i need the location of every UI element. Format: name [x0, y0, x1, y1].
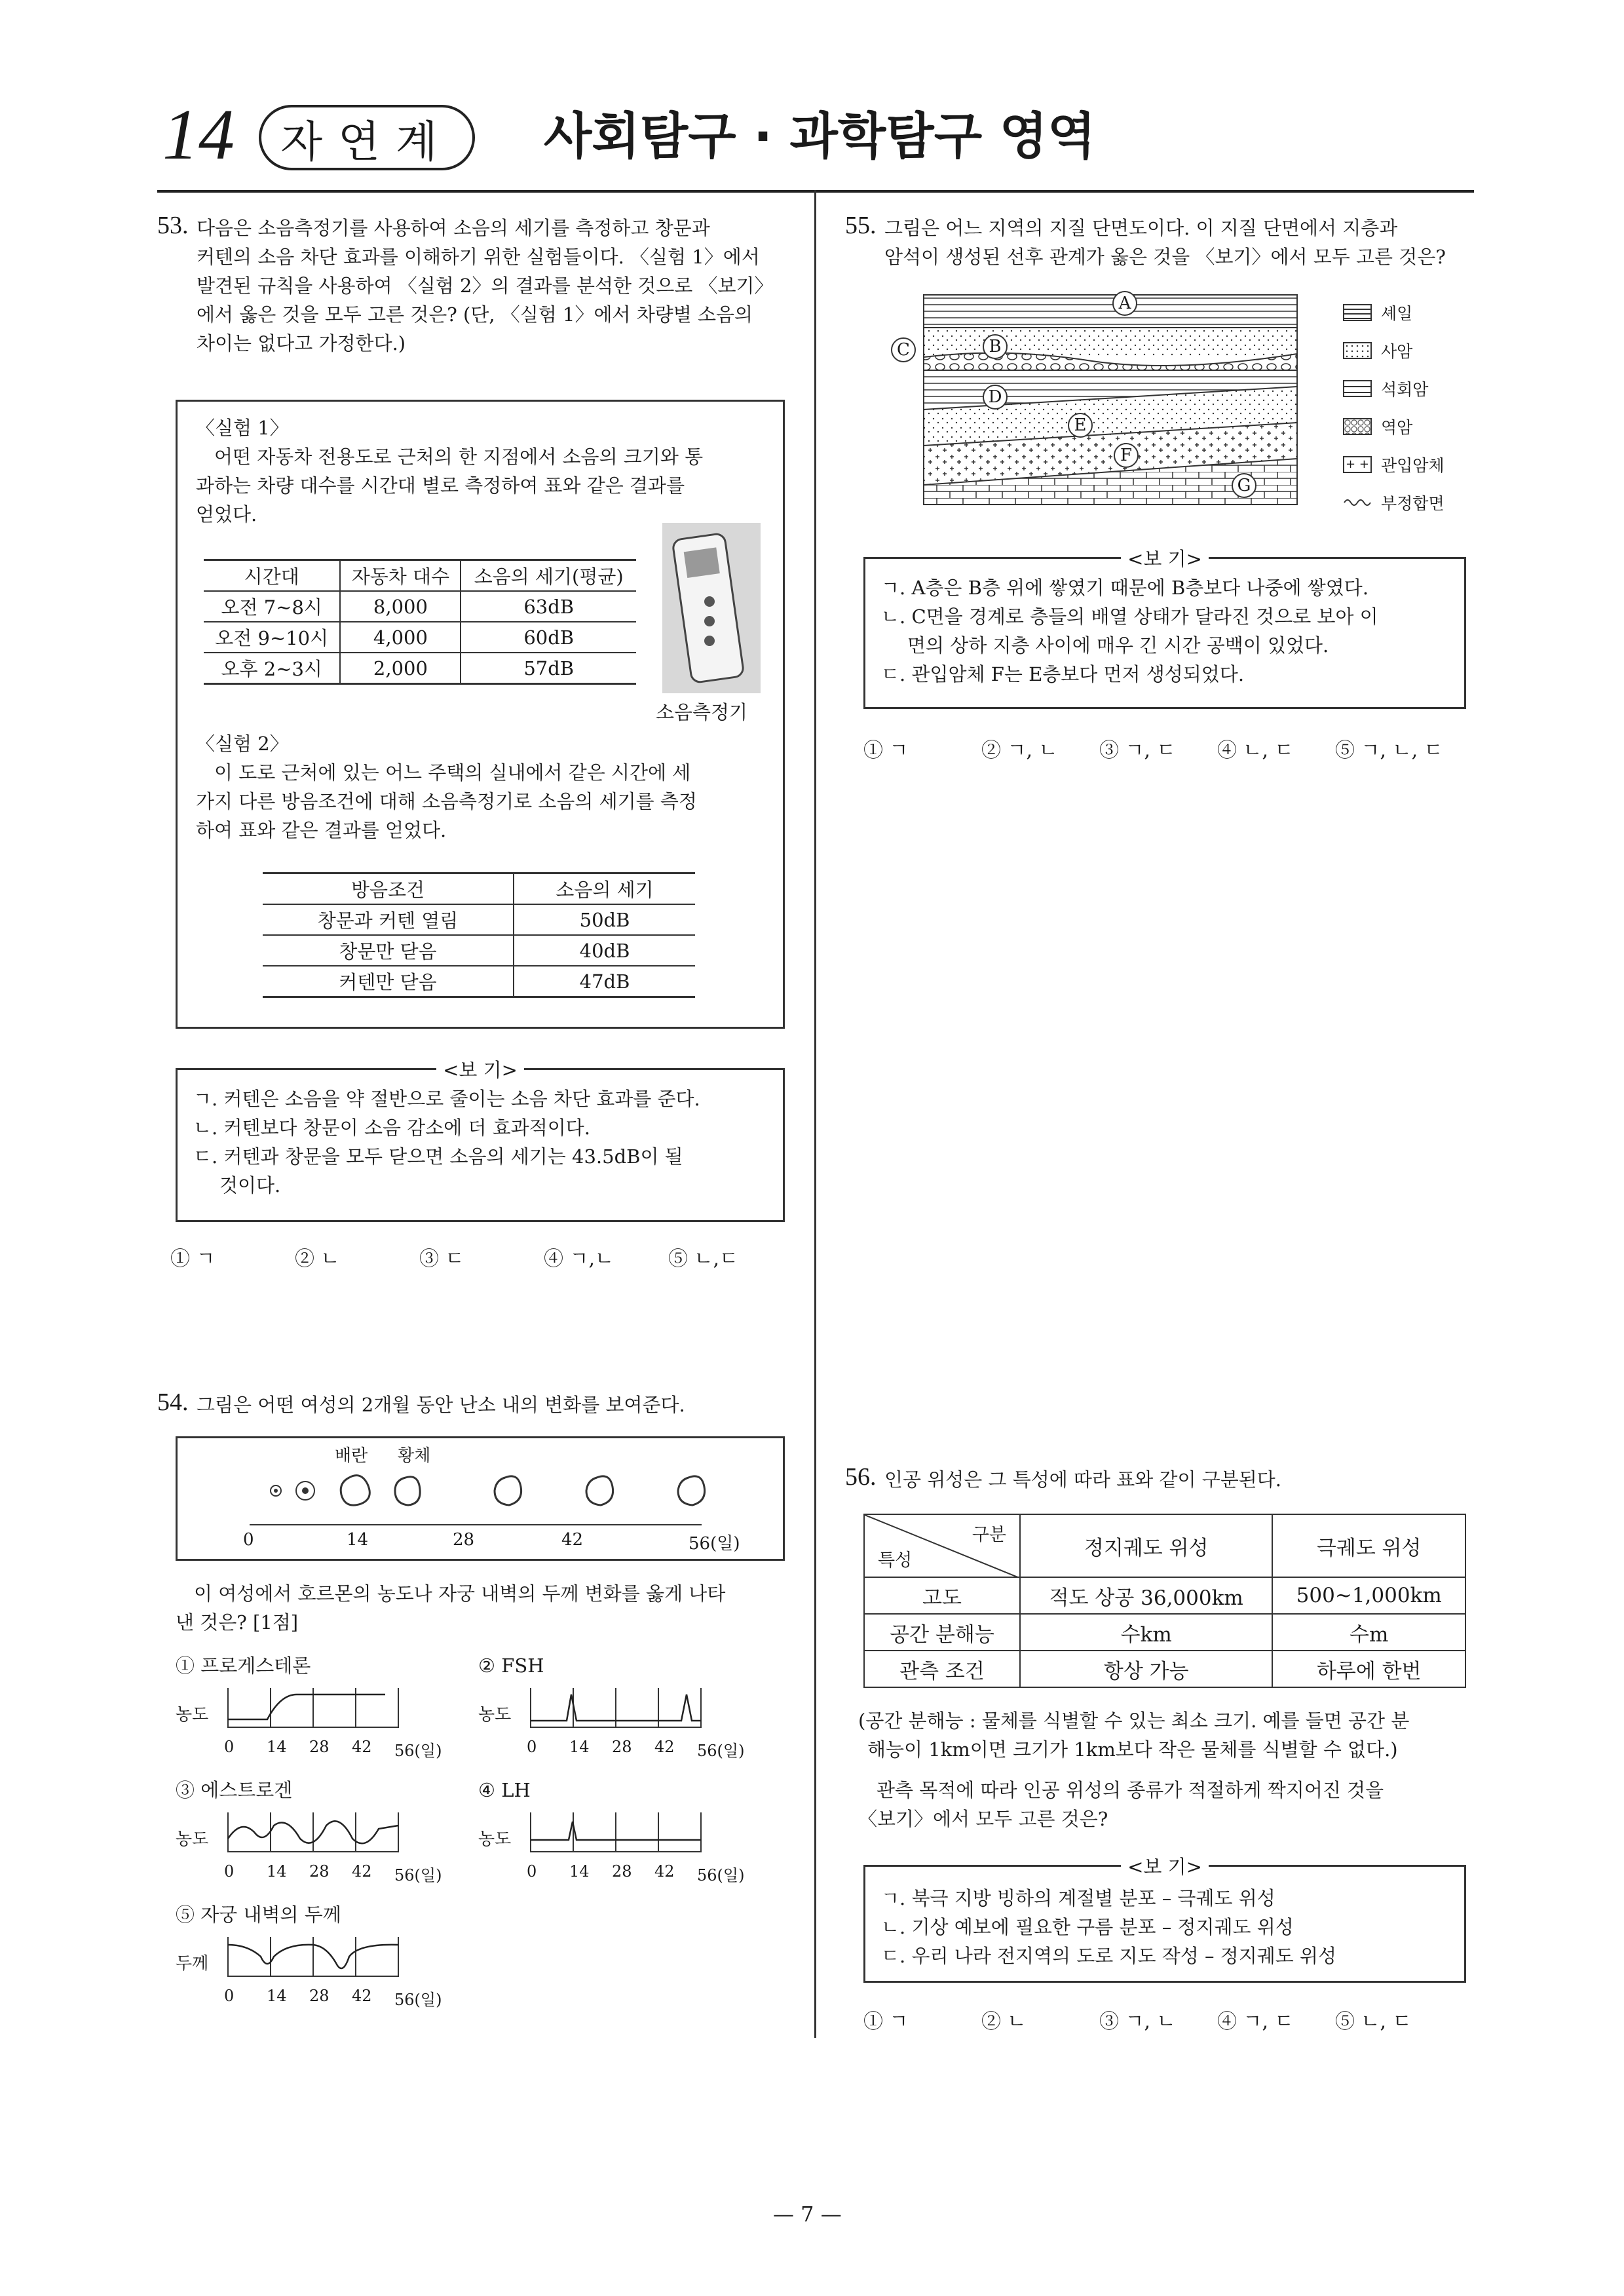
y-axis-label: 농도	[478, 1829, 512, 1849]
exp1-title: 〈실험 1〉	[196, 417, 289, 439]
tick-label: 56(일)	[394, 1866, 442, 1885]
choice-5[interactable]: ⑤ ㄴ,ㄷ	[668, 1248, 739, 1271]
tick-label: 28	[309, 1862, 330, 1881]
exp2-text: 이 도로 근처에 있는 어느 주택의 실내에서 같은 시간에 세 가지 다른 방음조건에 대해 소음측정기로 소음의 세기를 측정 하여 표와 같은 결과를 얻었다.	[196, 761, 697, 841]
table-row: 공간 분해능 수km 수m	[864, 1614, 1465, 1651]
option-graph	[518, 1807, 727, 1860]
q54-option-2[interactable]	[478, 1651, 745, 1760]
choice-1[interactable]: ① ㄱ	[863, 2010, 909, 2033]
table-row: 창문만 닫음 40dB	[263, 935, 695, 966]
tick-label: 0	[224, 1987, 235, 2005]
q53-bogi-box: <보 기> ㄱ. 커텐은 소음을 약 절반으로 줄이는 소음 차단 효과를 준다. ㄴ. 커텐보다 창문이 소음 감소에 더 효과적이다. ㄷ. 커텐과 창문을 모두 닫으면 소음의 세기는 43.5dB이 될 것이다.	[176, 1068, 785, 1222]
tick-label: 56(일)	[394, 1742, 442, 1760]
tick-label: 56(일)	[689, 1534, 740, 1554]
y-axis-label: 농도	[176, 1705, 209, 1725]
q55-number: 55.	[845, 212, 877, 239]
page-number: 14	[162, 94, 235, 174]
tick-label: 42	[654, 1738, 675, 1756]
option-label: ① 프로게스테론	[176, 1655, 311, 1677]
y-axis-label: 두께	[176, 1954, 209, 1974]
page-title: 사회탐구 · 과학탐구 영역	[544, 107, 1096, 165]
graph-axes	[228, 1937, 398, 1976]
satellite-table: 구분 특성 정지궤도 위성 극궤도 위성 고도 적도 상공 36,000km 500~1,000km 공간 분해능 수km 수m 관측 조건 항상 가능 하루에 한번	[863, 1514, 1466, 1688]
table-row: 창문과 커텐 열림 50dB	[263, 904, 695, 935]
tick-label: 42	[352, 1738, 372, 1756]
layer-label: D	[983, 385, 1008, 410]
ovary-figure	[176, 1436, 785, 1561]
graph-curve	[228, 1694, 385, 1719]
q54-question: 이 여성에서 호르몬의 농도나 자궁 내벽의 두께 변화를 옳게 나타 낸 것은? [1점]	[176, 1582, 726, 1634]
q55-prompt: 그림은 어느 지역의 지질 단면도이다. 이 지질 단면에서 지층과 암석이 생성된 선후 관계가 옳은 것을 〈보기〉에서 모두 고른 것은?	[884, 217, 1446, 268]
follicle-stages	[271, 1476, 705, 1505]
choice-4[interactable]: ④ ㄱ,ㄴ	[544, 1248, 614, 1271]
tick-label: 14	[267, 1987, 287, 2005]
q54-option-5[interactable]	[176, 1900, 442, 2009]
layer-label: B	[983, 334, 1008, 359]
choice-2[interactable]: ② ㄱ, ㄴ	[981, 739, 1058, 762]
exp2-title: 〈실험 2〉	[196, 733, 289, 755]
device-caption: 소음측정기	[656, 701, 748, 723]
q55-choices	[863, 734, 1466, 763]
tick-label: 14	[267, 1738, 287, 1756]
q53-experiment-box	[176, 400, 785, 1029]
table-row: 오후 2~3시 2,000 57dB	[204, 653, 636, 684]
option-label: ③ 에스트로겐	[176, 1779, 293, 1801]
choice-5[interactable]: ⑤ ㄴ, ㄷ	[1335, 2010, 1412, 2033]
q55-bogi-box: <보 기> ㄱ. A층은 B층 위에 쌓였기 때문에 B층보다 나중에 쌓였다. ㄴ. C면을 경계로 층들의 배열 상태가 달라진 것으로 보아 이 면의 상하 지층 사이에 매우 긴 시간 공백이 있었다. ㄷ. 관입암체 F는 E층보다 먼저 생성되었다.	[863, 557, 1466, 709]
choice-2[interactable]: ② ㄴ	[295, 1248, 340, 1271]
tick-label: 42	[352, 1987, 372, 2005]
layer-label: E	[1068, 413, 1093, 438]
bogi-title: <보 기>	[436, 1059, 524, 1081]
choice-1[interactable]: ① ㄱ	[170, 1248, 216, 1271]
tick-label: 28	[612, 1862, 632, 1881]
choice-3[interactable]: ③ ㄱ, ㄴ	[1099, 2010, 1176, 2033]
q56-bogi-box: <보 기> ㄱ. 북극 지방 빙하의 계절별 분포 – 극궤도 위성 ㄴ. 기상 예보에 필요한 구름 분포 – 정지궤도 위성 ㄷ. 우리 나라 전지역의 도로 지도 작성 – 정지궤도 위성	[863, 1865, 1466, 1983]
option-graph	[518, 1683, 727, 1735]
tick-label: 14	[569, 1862, 590, 1881]
q53-prompt: 다음은 소음측정기를 사용하여 소음의 세기를 측정하고 창문과 커텐의 소음 차단 효과를 이해하기 위한 실험들이다. 〈실험 1〉에서 발견된 규칙을 사용하여 〈실험 2〉의 결과를 분석한 것으로 〈보기〉 에서 옳은 것을 모두 고른 것은? (단, 〈실험 1〉에서 차량별 소음의 차이는 없다고 가정한다.)	[197, 217, 774, 354]
q54-number: 54.	[157, 1388, 189, 1416]
graph-axes	[531, 1812, 701, 1852]
bogi-title: <보 기>	[1121, 1856, 1209, 1878]
tick-label: 56(일)	[394, 1991, 442, 2009]
ovulation-label: 배란	[335, 1446, 368, 1466]
sound-meter-image	[662, 523, 761, 693]
q54-option-4[interactable]	[478, 1776, 745, 1885]
tick-label: 56(일)	[697, 1742, 745, 1760]
tick-label: 28	[453, 1530, 475, 1550]
layer-label: A	[1112, 291, 1137, 316]
corpus-luteum-label: 황체	[398, 1446, 431, 1466]
q56-question: 관측 목적에 따라 인공 위성의 종류가 적절하게 짝지어진 것을 〈보기〉에서 모두 고른 것은?	[858, 1779, 1384, 1830]
choice-2[interactable]: ② ㄴ	[981, 2010, 1027, 2033]
tick-label: 14	[267, 1862, 287, 1881]
table-row: 오전 9~10시 4,000 60dB	[204, 622, 636, 653]
option-graph	[215, 1683, 425, 1735]
q53-choices	[170, 1242, 793, 1271]
tick-label: 28	[309, 1987, 330, 2005]
option-graph	[215, 1932, 425, 1984]
option-label: ④ LH	[478, 1779, 531, 1801]
exp1-text: 어떤 자동차 전용도로 근처의 한 지점에서 소음의 크기와 통 과하는 차량 대수를 시간대 별로 측정하여 표와 같은 결과를 얻었다.	[196, 446, 704, 526]
tick-label: 42	[654, 1862, 675, 1881]
tick-label: 0	[224, 1862, 235, 1881]
tick-label: 0	[243, 1530, 254, 1550]
table-row: 커텐만 닫음 47dB	[263, 966, 695, 997]
tick-label: 14	[347, 1530, 369, 1550]
y-axis-label: 농도	[478, 1705, 512, 1725]
q53-number: 53.	[157, 212, 189, 239]
option-graph	[215, 1807, 425, 1860]
tick-label: 14	[569, 1738, 590, 1756]
q56-prompt: 인공 위성은 그 특성에 따라 표와 같이 구분된다.	[884, 1468, 1282, 1491]
layer-label: F	[1114, 443, 1139, 468]
q56-note: (공간 분해능 : 물체를 식별할 수 있는 최소 크기. 예를 들면 공간 분 해능이 1km이면 크기가 1km보다 작은 물체를 식별할 수 없다.)	[858, 1710, 1410, 1761]
q56-choices	[863, 2005, 1453, 2034]
q54-option-3[interactable]	[176, 1776, 442, 1885]
table-row: 관측 조건 항상 가능 하루에 한번	[864, 1651, 1465, 1687]
choice-4[interactable]: ④ ㄱ, ㄷ	[1217, 2010, 1294, 2033]
tick-label: 0	[527, 1738, 537, 1756]
table-corner: 구분 특성	[864, 1514, 1020, 1577]
layer-label: C	[891, 337, 916, 362]
column-divider	[814, 190, 816, 2038]
choice-3[interactable]: ③ ㄷ	[419, 1248, 464, 1271]
option-label: ⑤ 자궁 내벽의 두께	[176, 1904, 341, 1926]
choice-5[interactable]: ⑤ ㄱ, ㄴ, ㄷ	[1335, 739, 1443, 762]
tick-label: 0	[224, 1738, 235, 1756]
layer-label: G	[1232, 473, 1256, 498]
table-row: 고도 적도 상공 36,000km 500~1,000km	[864, 1577, 1465, 1614]
tick-label: 56(일)	[697, 1866, 745, 1885]
tick-label: 0	[527, 1862, 537, 1881]
exp1-table: 시간대 자동차 대수 소음의 세기(평균) 오전 7~8시 8,000 63dB 오전 9~10시 4,000 60dB 오후 2~3시 2,000 57dB	[204, 559, 636, 685]
q54-prompt: 그림은 어떤 여성의 2개월 동안 난소 내의 변화를 보여준다.	[197, 1394, 685, 1416]
y-axis-label: 농도	[176, 1829, 209, 1849]
choice-1[interactable]: ① ㄱ	[863, 739, 909, 762]
exp2-table: 방음조건 소음의 세기 창문과 커텐 열림 50dB 창문만 닫음 40dB 커텐만 닫음 47dB	[263, 872, 695, 998]
q54-option-1[interactable]	[176, 1651, 442, 1760]
tick-label: 28	[309, 1738, 330, 1756]
table-row: 오전 7~8시 8,000 63dB	[204, 591, 636, 622]
page-footer: — 7 —	[773, 2202, 842, 2227]
option-label: ② FSH	[478, 1655, 544, 1677]
tick-label: 42	[352, 1862, 372, 1881]
track-badge: 자연계	[259, 105, 475, 170]
geologic-cross-section	[904, 288, 1323, 518]
geology-legend: 셰일 사암 석회암 역암 + + 관입암체 부정합면	[1343, 294, 1445, 522]
q56-number: 56.	[845, 1463, 877, 1491]
choice-3[interactable]: ③ ㄱ, ㄷ	[1099, 739, 1176, 762]
choice-4[interactable]: ④ ㄴ, ㄷ	[1217, 739, 1294, 762]
bogi-title: <보 기>	[1121, 548, 1209, 570]
tick-label: 42	[561, 1530, 584, 1550]
tick-label: 28	[612, 1738, 632, 1756]
